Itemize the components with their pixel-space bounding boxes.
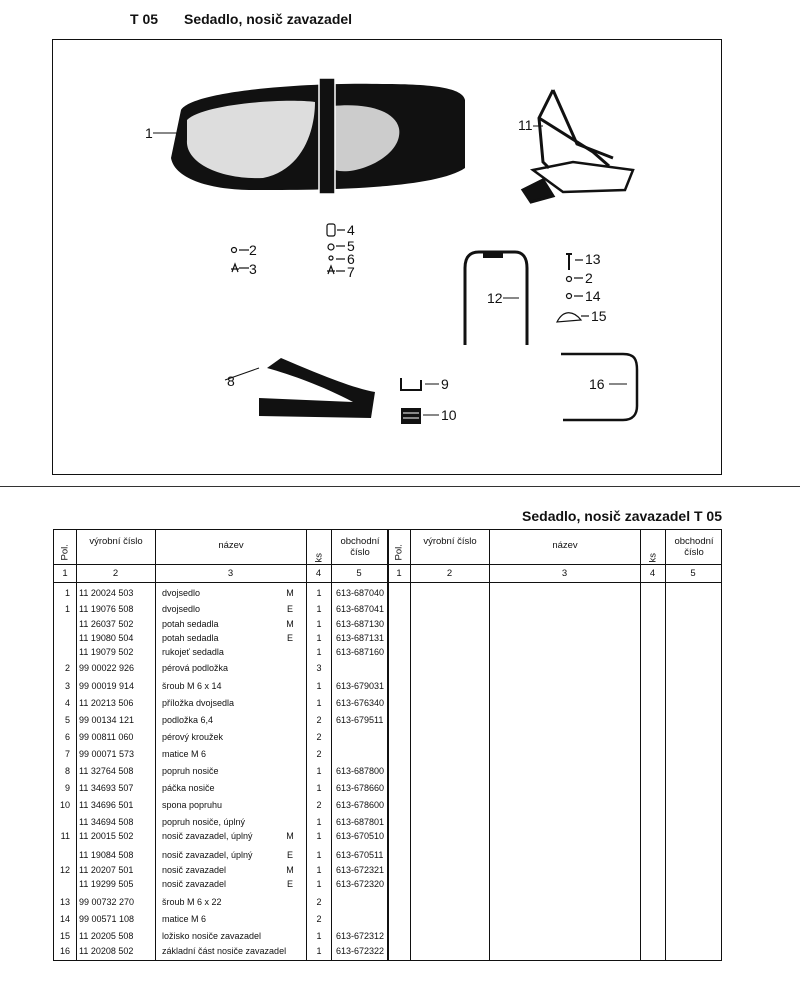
cell-code: 613-678600 (336, 800, 385, 810)
cell-ks: 2 (316, 800, 322, 810)
colnum-5b: 5 (690, 568, 696, 579)
callout-12: 12 (487, 290, 503, 306)
cell-code: 613-687130 (336, 619, 385, 629)
cell-var: E (286, 604, 293, 614)
cell-ks: 1 (316, 766, 322, 776)
cell-ks: 2 (316, 914, 322, 924)
cell-pos: 11 (60, 831, 70, 841)
cell-var: M (286, 865, 294, 875)
cell-code: 613-687040 (336, 588, 385, 598)
cell-name: páčka nosiče (162, 783, 215, 793)
header-code: obchodní číslo (340, 536, 380, 558)
cell-code: 613-678660 (336, 783, 385, 793)
cell-ks: 1 (316, 698, 322, 708)
cell-pos: 1 (64, 604, 70, 614)
cell-code: 613-687801 (336, 817, 385, 827)
colnum-2: 2 (112, 568, 119, 579)
cell-code: 613-676340 (336, 698, 385, 708)
cell-var: M (286, 619, 294, 629)
callout-2: 2 (249, 242, 257, 258)
colnum-4: 4 (315, 568, 322, 579)
cell-code: 613-687160 (336, 647, 385, 657)
colnum-3b: 3 (561, 568, 568, 579)
cell-name: nosič zavazadel (162, 865, 227, 875)
colnum-1: 1 (62, 568, 68, 579)
spring-washer-icon (567, 277, 572, 282)
cell-ks: 1 (316, 865, 322, 875)
cell-name: šroub M 6 x 14 (162, 681, 222, 691)
cell-ks: 1 (316, 850, 322, 860)
buckle-drawing (401, 408, 439, 424)
cell-num: 11 34696 501 (79, 800, 134, 810)
section-title: Sedadlo, nosič zavazadel (184, 11, 353, 27)
cell-name: pérová podložka (162, 663, 229, 673)
cell-pos: 10 (59, 800, 70, 810)
colnum-5: 5 (356, 568, 362, 579)
callout-4: 4 (347, 222, 355, 238)
cell-pos: 4 (64, 698, 70, 708)
section-code: T 05 (130, 11, 159, 27)
cell-pos: 13 (59, 897, 70, 907)
callout-5: 5 (347, 238, 355, 254)
cell-ks: 1 (316, 604, 322, 614)
callout-10: 10 (441, 407, 457, 423)
cell-num: 11 20208 502 (79, 946, 134, 956)
callout-3: 3 (249, 261, 257, 277)
cell-code: 613-672312 (336, 931, 385, 941)
cell-num: 11 34694 508 (79, 817, 134, 827)
cell-name: potah sedadla (162, 633, 219, 643)
cell-ks: 1 (316, 831, 322, 841)
bolt-icon (566, 254, 572, 270)
cell-ks: 1 (316, 588, 322, 598)
cell-ks: 3 (316, 663, 322, 673)
cell-pos: 14 (59, 914, 70, 924)
header-name: název (218, 540, 244, 551)
callout-9: 9 (441, 376, 449, 392)
cell-ks: 2 (316, 749, 322, 759)
cell-code: 613-679031 (336, 681, 385, 691)
cell-var: E (286, 879, 293, 889)
cell-name: nosič zavazadel (162, 879, 227, 889)
header-number: výrobní číslo (89, 536, 143, 547)
cell-name: popruh nosiče (162, 766, 219, 776)
cell-pos: 15 (59, 931, 70, 941)
cell-num: 11 19076 508 (79, 604, 134, 614)
nut-small-icon (567, 294, 572, 299)
callout-15: 15 (591, 308, 607, 324)
cell-num: 11 34693 507 (79, 783, 134, 793)
cell-num: 99 00022 926 (79, 663, 135, 673)
ring-icon (329, 256, 333, 260)
cell-num: 11 20207 501 (79, 865, 134, 875)
cell-name: základní část nosiče zavazadel (162, 946, 287, 956)
callout-16: 16 (589, 376, 605, 392)
cell-ks: 1 (316, 647, 322, 657)
cell-code: 613-670510 (336, 831, 385, 841)
callout-14: 14 (585, 288, 601, 304)
cell-code: 613-687131 (336, 633, 385, 643)
cell-name: potah sedadla (162, 619, 219, 629)
cell-ks: 1 (316, 879, 322, 889)
cell-pos: 6 (64, 732, 70, 742)
cell-pos: 5 (64, 715, 70, 725)
cell-code: 613-679511 (336, 715, 384, 725)
spring-washer-icon (232, 248, 237, 253)
callout-8: 8 (227, 373, 235, 389)
colnum-1b: 1 (396, 568, 402, 579)
cell-num: 11 26037 502 (79, 619, 134, 629)
washer-icon (328, 244, 334, 250)
cell-name: spona popruhu (162, 800, 223, 810)
colnum-4b: 4 (649, 568, 656, 579)
cell-pos: 8 (64, 766, 70, 776)
seat-drawing (153, 78, 465, 194)
callout-7: 7 (347, 264, 355, 280)
header-name-2: název (552, 540, 578, 551)
cell-num: 99 00732 270 (79, 897, 135, 907)
cell-name: příložka dvojsedla (162, 698, 235, 708)
callout-11: 11 (518, 117, 533, 133)
callout-13: 13 (585, 251, 601, 267)
cell-ks: 2 (316, 715, 322, 725)
header-number-2: výrobní číslo (423, 536, 477, 547)
nut-icon (327, 266, 335, 274)
luggage-rack-drawing (523, 90, 633, 202)
exploded-view-drawing (53, 40, 723, 476)
parts-table (53, 529, 722, 961)
cell-name: nosič zavazadel, úplný (162, 831, 253, 841)
cell-ks: 1 (316, 619, 322, 629)
cell-num: 11 19080 504 (79, 633, 134, 643)
screw-icon (231, 264, 239, 272)
bearing-icon (557, 313, 581, 322)
header-code-2: obchodní číslo (674, 536, 714, 558)
callout-6: 6 (347, 251, 355, 267)
cell-ks: 1 (316, 946, 322, 956)
cell-pos: 7 (64, 749, 70, 759)
cell-name: nosič zavazadel, úplný (162, 850, 253, 860)
cell-ks: 2 (316, 897, 322, 907)
callout-2b: 2 (585, 270, 593, 286)
cell-ks: 1 (316, 783, 322, 793)
parts-diagram (52, 39, 722, 475)
cell-ks: 1 (316, 681, 322, 691)
cell-var: E (286, 850, 293, 860)
cell-ks: 1 (316, 931, 322, 941)
cell-code: 613-672321 (336, 865, 385, 875)
cell-num: 11 20213 506 (79, 698, 134, 708)
header-pos-2: Pol. (393, 544, 405, 561)
cell-code: 613-670511 (336, 850, 384, 860)
section-divider (0, 486, 800, 487)
cell-num: 11 32764 508 (79, 766, 134, 776)
cell-var: M (286, 588, 294, 598)
cell-num: 11 20205 508 (79, 931, 134, 941)
cell-var: M (286, 831, 294, 841)
cell-num: 99 00071 573 (79, 749, 135, 759)
cell-code: 613-672320 (336, 879, 385, 889)
cell-ks: 1 (316, 817, 322, 827)
cell-name: dvojsedlo (162, 588, 201, 598)
cell-pos: 16 (59, 946, 70, 956)
cell-num: 11 19084 508 (79, 850, 134, 860)
plate-icon (327, 224, 335, 236)
header-ks-2: ks (647, 553, 659, 563)
cell-num: 99 00134 121 (79, 715, 135, 725)
cell-pos: 9 (64, 783, 70, 793)
cell-num: 99 00019 914 (79, 681, 135, 691)
colnum-2b: 2 (446, 568, 453, 579)
colnum-3: 3 (227, 568, 234, 579)
cell-pos: 2 (64, 663, 70, 673)
header-ks: ks (313, 553, 325, 563)
cell-name: matice M 6 (162, 914, 207, 924)
cell-name: dvojsedlo (162, 604, 201, 614)
cell-num: 11 19299 505 (79, 879, 134, 889)
cell-num: 99 00811 060 (79, 732, 134, 742)
cell-var: E (286, 633, 293, 643)
cell-ks: 1 (316, 633, 322, 643)
cell-num: 11 20015 502 (79, 831, 134, 841)
cell-ks: 2 (316, 732, 322, 742)
cell-pos: 12 (59, 865, 70, 875)
cell-code: 613-687041 (336, 604, 385, 614)
cell-name: matice M 6 (162, 749, 207, 759)
cell-name: ložisko nosiče zavazadel (162, 931, 262, 941)
cell-num: 11 19079 502 (79, 647, 134, 657)
table-title: Sedadlo, nosič zavazadel T 05 (522, 508, 722, 524)
cell-name: podložka 6,4 (162, 715, 214, 725)
cell-name: popruh nosiče, úplný (162, 817, 246, 827)
cell-pos: 1 (64, 588, 70, 598)
cell-name: pérový kroužek (162, 732, 224, 742)
cell-name: šroub M 6 x 22 (162, 897, 222, 907)
cell-num: 99 00571 108 (79, 914, 135, 924)
lever-drawing (401, 378, 439, 390)
cell-num: 11 20024 503 (79, 588, 134, 598)
cell-pos: 3 (64, 681, 70, 691)
cell-code: 613-687800 (336, 766, 385, 776)
strap-drawing (225, 358, 375, 418)
callout-1: 1 (145, 125, 153, 141)
cell-code: 613-672322 (336, 946, 385, 956)
cell-name: rukojeť sedadla (162, 647, 224, 657)
header-pos: Pol. (59, 544, 71, 561)
